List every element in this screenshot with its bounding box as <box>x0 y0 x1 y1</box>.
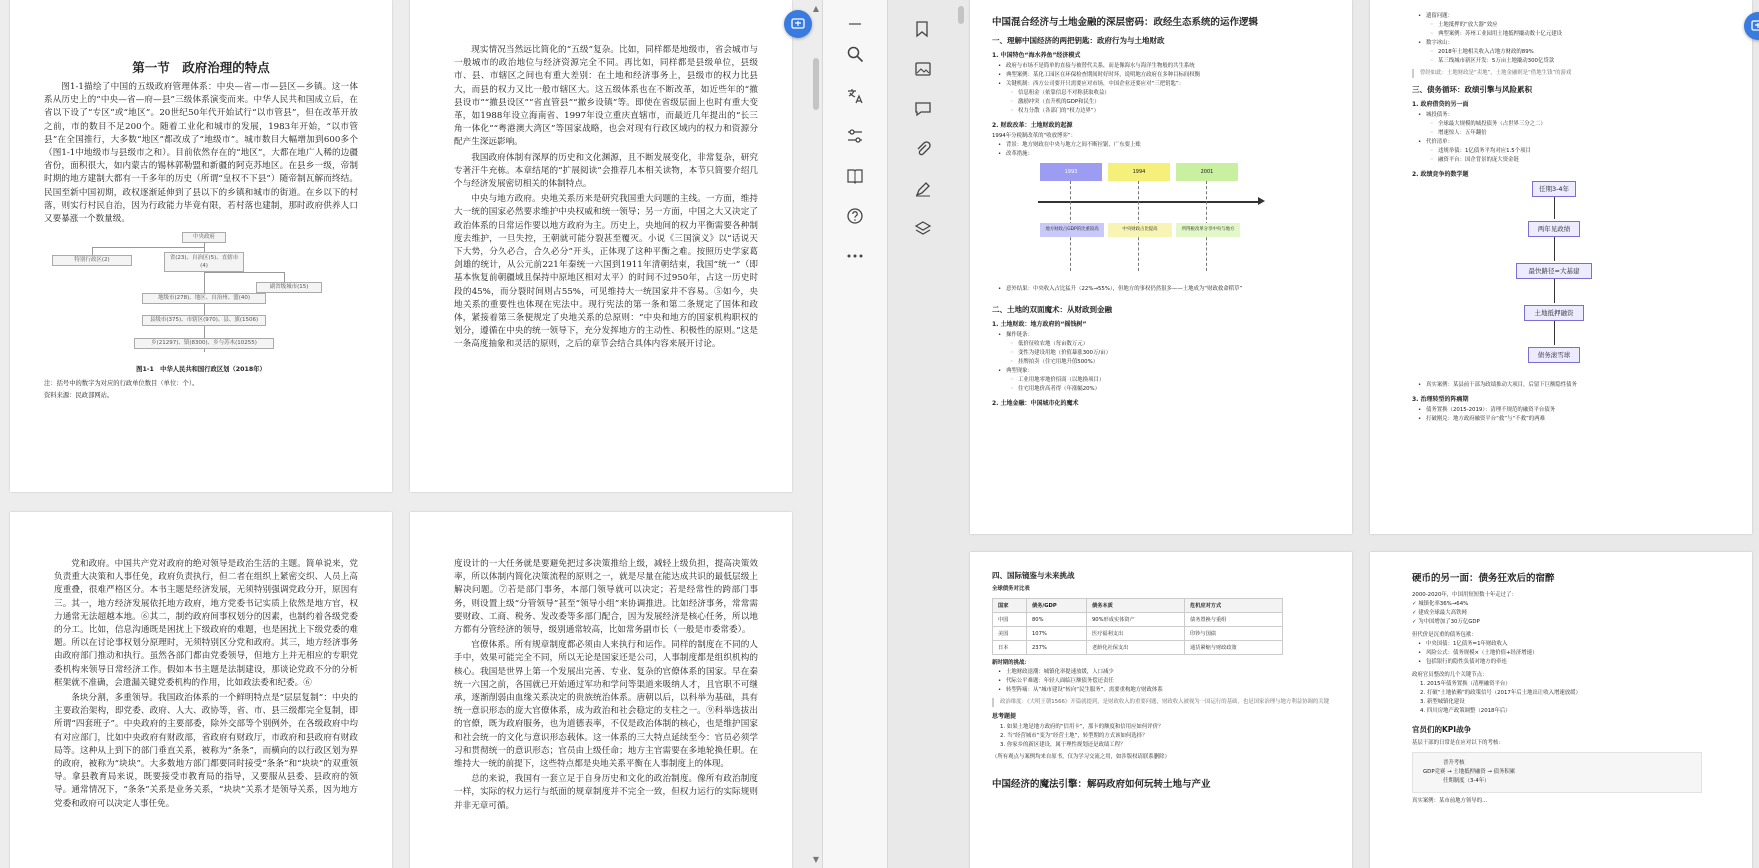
blockquote: 政治维度：《大明王朝1566》开篇就提到，是财政收入的重要问题，财政收入被视为一国运行的基础，也是国家治理与地方利益协调的关键 <box>992 698 1336 707</box>
kpi-code-block <box>1412 752 1702 793</box>
section-heading: 二、土地的双面魔术：从财政到金融 <box>992 305 1112 314</box>
org-box-sar: 特别行政区(2) <box>52 255 132 266</box>
list-item: • 打破刚兑：地方政府融资平台“救”与“不救”的两难 <box>1412 415 1736 424</box>
paragraph: 真实案例：某市前地方领导的... <box>1412 798 1488 804</box>
list-item: 3. 新型城镇化建设 <box>1420 699 1465 705</box>
paragraph: 现实情况当然远比简化的“五级”复杂。比如，同样都是地级市，省会城市与一般城市的政治地位与经济资源完全不同。再比如，同样都是县级单位，县级市、县、市辖区之间也有重大差别：在土地和经济事务上，县级市的权力比县大，而县的权力又比一般市辖区大。这五级体系也在不断改革，如近些年的“撤县设市”“撤县设区”“省直管县”“撤乡设镇”等。即使在省级层面上也时有重大变革，如1988年设立海南省、1997年设立重庆直辖市，而最近几年提出的“长三角一体化”“粤港澳大湾区”等国家战略，也会对现有行政区域内的权力和资源分配产生深远影响。 <box>454 45 758 148</box>
list-item: • 转型阵痛：从“城市建设”转向“民生服务”，需要重构地方财政体系 <box>992 686 1336 695</box>
minimize-icon[interactable] <box>843 12 867 36</box>
scroll-up-arrow[interactable]: ▲ <box>812 4 820 13</box>
list-item: • 城投债务： <box>1412 111 1736 120</box>
paragraph: 但代价是沉重的债务包袱： <box>1412 632 1477 638</box>
subsection-heading: 2. 政绩竞争的数学题 <box>1412 171 1469 178</box>
table-cell: 中国 <box>993 613 1027 627</box>
figure-note: 注：括号中的数字为对应的行政单位数目（单位：个）。 <box>44 380 199 388</box>
list-item: ◦ 违规举债：1亿债务平均对应1.5个项目 <box>1412 147 1736 156</box>
left-scrollbar[interactable] <box>810 0 822 868</box>
image-icon[interactable] <box>914 60 932 82</box>
list-item: • 意外结果：中央收入占比猛升（22%→55%），但地方的事权仍然很多——土地成为“财政救命稻草” <box>992 285 1336 294</box>
list-item: • 包括银行的隐性负债对地方的牵连 <box>1412 658 1736 667</box>
help-icon[interactable] <box>843 204 867 228</box>
table-cell: 医疗福利支出 <box>1087 627 1185 641</box>
paragraph: 1994年分税制改革的“收放博弈”： <box>992 133 1076 139</box>
read-mode-icon[interactable] <box>843 164 867 188</box>
paragraph: 官僚体系。所有规章制度都必须由人来执行和运作。同样的制度在不同的人手中，效果可能完全不同，所以无论是国家还是公司，人事制度都是组织机构的核心。我国是世界上第一个发展出完善、专业、复杂的官僚体系的国家。早在秦统一六国之前，各国就已开始通过军功和学问等渠道来吸纳人才，且官职不可继承，逐渐削弱由血缘关系决定的贵族统治体系。唐朝以后，以科举为基础，具有统一意识形态的庞大官僚体系，成为政治和社会稳定的支柱之一。⑨科举选拔出的官僚，既为政府服务，也为道德表率，不仅是政治体制的核心，也是维护国家和社会统一的文化与意识形态载体。这一体系的三大特点延续至今：官员必须学习和贯彻统一的意识形态；官员由上级任命；地方主官需要在多地轮换任职。在维持大一统的前提下，这些特点都是央地关系平衡在人事制度上的体现。 <box>454 640 758 770</box>
table-row <box>993 627 1283 641</box>
table-header: 危机应对方式 <box>1185 599 1283 613</box>
list-item: • 典型案例：某化工园区在环保检查期间时好时坏，说明地方政府在多种目标间权衡 <box>992 71 1336 80</box>
list-item: ◦ 融资平台：国企背景的庞大资金链 <box>1412 156 1736 165</box>
figure-caption: 图1-1 中华人民共和国行政区划（2018年） <box>136 366 266 374</box>
list-item: ◦ 全球最大规模的城投债务（占世界三分之二） <box>1412 120 1736 129</box>
figure-source: 资料来源：民政部网站。 <box>44 392 114 400</box>
org-connector <box>92 247 204 248</box>
paragraph: 基层干部的日常是在应对以下的考核： <box>1412 740 1504 746</box>
list-item: • 背景：地方财政在中央与地方之间不断拉锯，广东要上账 <box>992 141 1336 150</box>
flow-arrow <box>1554 197 1555 219</box>
layers-icon[interactable] <box>914 220 932 242</box>
timeline-year-1993: 1993 <box>1040 163 1102 181</box>
section-heading: 三、债务循环：政绩引擎与风险累积 <box>1412 85 1532 94</box>
table-cell: 90%形成实体资产 <box>1087 613 1185 627</box>
org-box-sub-provincial-city: 副省级城市(15) <box>256 282 322 293</box>
org-connector <box>204 272 284 273</box>
paragraph: 新时期的挑战： <box>992 660 1030 666</box>
flow-step: 任期3-4年 <box>1532 181 1576 197</box>
scroll-thumb[interactable] <box>813 58 819 110</box>
table-row <box>993 641 1283 655</box>
footnote: （所有观点与案例均来自原书，仅为学习交流之用，如涉版权请联系删除） <box>992 754 1170 760</box>
list-item: • 土地财政退潮：城镇化率提速放缓，人口减少 <box>992 668 1336 677</box>
vertical-toolbar <box>822 0 888 868</box>
right-scrollbar-1[interactable] <box>956 0 966 868</box>
paragraph: 中央与地方政府。央地关系历来是研究我国重大问题的主线。一方面，维持大一统的国家必然要求维护中央权威和统一领导；另一方面，中国之大又决定了政治体系的日常运作要以地方政府为主。历史上，央地间的权力平衡需要各种制度去维护，一旦失控，王朝就可能分裂甚至覆灭。小说《三国演义》以“话说天下大势，分久必合，合久必分”开头，正体现了这种平衡之难。按照历史学家葛剑雄的统计，从公元前221年秦统一六国到1911年清朝结束，我国“统一”（即基本恢复前朝疆域且保持中原地区相对太平）的时间不过950年，占这一历史时段的45%，而分裂时间则占55%，可见维持大一统国家并不容易。⑤如今，央地关系的重要性也体现在宪法中。现行宪法的第一条和第二条规定了国体和政体，紧接着第三条便规定了央地关系的总原则：“中央和地方的国家机构职权的划分，遵循在中央的统一领导下，充分发挥地方的主动性、积极性的原则。”这是一条高度抽象和灵活的原则，之后的章节会结合具体内容来展开讨论。 <box>454 194 758 350</box>
list-item: ◦ 信息租金（依靠信息不对称获取收益） <box>992 89 1336 98</box>
checklist-item: ✓ 为中国增加了30万亿GDP <box>1412 619 1480 625</box>
next-doc-title: 中国经济的魔法引擎：解码政府如何玩转土地与产业 <box>992 779 1211 790</box>
translate-icon[interactable] <box>843 84 867 108</box>
paragraph: 度设计的一大任务就是要避免把过多决策推给上级，减轻上级负担，提高决策效率，所以体制内简化决策流程的原则之一，就是尽量在能达成共识的最低层级上解决问题。⑦若是部门事务，本部门领导就可以决定；若是经常性的跨部门事务，则设置上级“分管领导”甚至“领导小组”来协调推进。比如经济事务，常常需要财政、工商、税务、发改委等多部门配合，因为发展经济是核心任务，所以地方都有分管经济的领导，级别通常较高，比如常务副市长（一般是市委常委）。 <box>454 559 758 636</box>
list-item: • 典型现象： <box>992 367 1336 376</box>
paragraph: 党和政府。中国共产党对政府的绝对领导是政治生活的主题。简单说来，党负责重大决策和人事任免，政府负责执行，但二者在组织上紧密交织、人员上高度重叠，很难严格区分。本书主题是经济发展，无须特别强调党政分开，原因有三。其一，地方经济发展依托地方政府，地方党委书记实质上依然是地方官，权力通常无法超越本地。⑥其二，制约政府间事权划分的因素，也制约着各级党委的分工。比如，信息沟通既是困扰上下级政府的难题，也是困扰上下级党委的难题。所以在讨论事权划分原理时，无须特别区分党和政府。其三，地方经济事务由政府部门推动和执行。虽然各部门都由党委领导，但地方上并无相应的专职党委机构来领导日常经济工作。假如本书主题是法制建设，那谈论党政不分的分析框架就不准确，会遗漏关键党委机构的作用，比如政法委和纪委。⑥ <box>54 559 358 688</box>
book-page-3 <box>10 512 392 868</box>
org-box-central: 中央政府 <box>182 232 226 243</box>
list-item: • 关键机制：西方公司要开只需要应对市场，中国企业还要应对“三把钥匙”： <box>992 80 1336 89</box>
list-item: ◦ 土地抵押的“放大器”效应 <box>1412 21 1736 30</box>
flow-step: 两年见政绩 <box>1528 221 1580 237</box>
list-item: • 中央国债：1亿债务=1年财政收入 <box>1412 640 1736 649</box>
notes-page-2 <box>1370 0 1752 534</box>
table-header: 债务/GDP <box>1027 599 1087 613</box>
table-cell: 美国 <box>993 627 1027 641</box>
settings-sliders-icon[interactable] <box>843 124 867 148</box>
section-heading: 官员们的KPI战争 <box>1412 725 1472 734</box>
org-connector <box>284 272 285 282</box>
list-item: • 代价清单： <box>1412 138 1736 147</box>
subsection-heading: 2. 土地金融：中国城市化的魔术 <box>992 400 1079 407</box>
org-connector <box>92 247 93 255</box>
list-item: • 操作链条： <box>992 331 1336 340</box>
code-line: GDP竞赛 → 土地抵押融资 → 债务积累 <box>1423 769 1516 775</box>
list-item: • 改革措施： <box>992 150 1336 159</box>
list-item: ◦ 2018年土地相关收入占地方财政的89% <box>1412 48 1736 57</box>
table-cell: 237% <box>1027 641 1087 655</box>
book-page-2 <box>410 0 792 492</box>
list-item: ◦ 工业用地零地价招商（以地换项目） <box>992 376 1336 385</box>
scroll-down-arrow[interactable]: ▼ <box>812 855 820 864</box>
flow-step: 最快路径=大基建 <box>1516 263 1592 279</box>
blockquote: 曾经如此：土地财政是“卖地”，土地金融则是“借地生钱”的游戏 <box>1412 69 1736 78</box>
list-item: 2. 打破“土地依赖”的政策信号（2017年后土地出让收入增速放缓） <box>1420 690 1581 696</box>
org-box-prefecture: 地级市(278)、地区、自治州、盟(40) <box>142 293 266 304</box>
org-chart-figure <box>44 230 358 362</box>
org-box-township: 乡(21297)、镇(8300)、乡与苏木(10255) <box>134 338 274 349</box>
org-box-county: 县级市(375)、市辖区(970)、县、旗(1506) <box>142 315 266 326</box>
timeline-label: 地方财政占GDP的比重较高 <box>1040 223 1104 237</box>
table-cell: 债务置换与重组 <box>1185 613 1283 627</box>
list-item: 3. 你家乡的新区建设，属于理性规划还是政绩工程？ <box>1000 742 1126 748</box>
list-item: ◦ 住宅用地价高者得（年涨幅20%） <box>992 385 1336 394</box>
list-item: • 真实案例：某县前干部为政绩推动大项目，后留下巨额隐性债务 <box>1412 381 1736 390</box>
list-item: • 遗留问题： <box>1412 12 1736 21</box>
list-item: ◦ 某三线城市新区开发：5万亩土地撬动300亿贷款 <box>1412 57 1736 66</box>
table-header: 国家 <box>993 599 1027 613</box>
flow-step: 土地抵押融资 <box>1524 305 1584 321</box>
flow-step: 债务滚雪球 <box>1528 347 1580 363</box>
list-item: ◦ 激励冲突（直升机的GDP和民生） <box>992 98 1336 107</box>
paragraph: 图1-1描绘了中国的五级政府管理体系：中央—省—市—县区—乡镇。这一体系从历史上的“中央—省—府—县”三级体系演变而来。中华人民共和国成立后，在省以下设了“专区”或“地区”。20世纪50年代开始试行“以市管县”，但在改革开放之前，市的数目不足200个。随着工业化和城市的发展，1983年开始，“以市管县”在全国推行，大多数“地区”都改成了“地级市”。城市数目大幅增加到600多个（图1-1中地级市与县级市之和）。目前依然存在的“地区”，大都在地广人稀的边疆省份，面积很大，如内蒙古的锡林郭勒盟和新疆的阿克苏地区。在县乡一级，帝制时期的地方建制大都有一千多年的历史（所谓“皇权不下县”）随帝制瓦解而终结。民国至新中国初期，政权逐渐延伸到了县以下的乡镇和城市的街道。在乡以下的村落，则实行村民自治，因为行政能力毕竟有限，若村落也建制，那时政府供养人口又要暴涨一个数量级。 <box>44 82 358 225</box>
timeline-year-2001: 2001 <box>1176 163 1238 181</box>
code-line: 任期制度（3-4年） <box>1443 778 1490 784</box>
subsection-heading: 1. 政府借贷的另一面 <box>1412 101 1469 108</box>
more-icon[interactable] <box>843 244 867 268</box>
right-document-pane[interactable] <box>888 0 1759 868</box>
doc-title: 中国混合经济与土地金融的深层密码：政经生态系统的运作逻辑 <box>992 17 1259 28</box>
scroll-thumb[interactable] <box>958 6 964 24</box>
debt-comparison-table <box>992 598 1283 655</box>
notes-page-3 <box>970 552 1352 868</box>
paragraph: 条块分割，多重领导。我国政治体系的一个鲜明特点是“层层复制”：中央的主要政治架构，即党委、政府、人大、政协等，省、市、县三级都完全复制，即所谓“四套班子”。中央政府的主要部委，除外交部等个别例外，在各级政府中均有对应部门，比如中央政府有财政部，省政府有财政厅，市政府和县政府有财政局等。这种从上到下的部门垂直关系，被称为“条条”，而横向的以行政区划为界的政府，被称为“块块”。大多数地方部门都要同时接受“条条”和“块块”的双重领导。拿县教育局来说，既要接受市教育局的指导，又要服从县委、县政府的领导。通常情况下，“条条”关系是业务关系，“块块”关系才是领导关系，因为地方党委和政府可以决定人事任免。 <box>54 693 358 809</box>
list-item: • 政府与市场不是简单的直接与被替代关系，而是像海水与海洋生物般的共生系统 <box>992 62 1336 71</box>
table-cell: 日本 <box>993 641 1027 655</box>
list-item: 1. 如果土地是地方政府的“信用卡”，那卡的额度和信用应如何评价？ <box>1000 724 1164 730</box>
table-cell: 通货紧缩与财政政策 <box>1185 641 1283 655</box>
list-item: ◦ 典型案例：苏州工业园用土地抵押撬动数十亿元建设 <box>1412 30 1736 39</box>
attachment-icon[interactable] <box>914 140 932 162</box>
notes-page-1 <box>970 0 1352 534</box>
timeline-diagram <box>992 163 1336 281</box>
translate-float-icon[interactable] <box>784 10 812 38</box>
list-item: • 风险公式：债务规模×（土地价值+经济增速） <box>1412 649 1736 658</box>
paragraph: 政府官员整改的几个关键节点： <box>1412 672 1488 678</box>
timeline-year-1994: 1994 <box>1108 163 1170 181</box>
annotation-toolbar <box>908 16 938 256</box>
paragraph: 2000-2020年，中国用短短数十年走过了： <box>1412 592 1517 598</box>
book-page-1 <box>10 0 392 492</box>
subsection-heading: 1. 土地财政：地方政府的“摇钱树” <box>992 321 1087 328</box>
paragraph: 全球债务对比表 <box>992 586 1030 592</box>
table-cell: 107% <box>1027 627 1087 641</box>
timeline-axis <box>1038 201 1260 203</box>
book-page-4 <box>410 512 792 868</box>
table-cell: 80% <box>1027 613 1087 627</box>
flowchart <box>1412 181 1736 377</box>
left-document-pane[interactable] <box>0 0 822 868</box>
subsection-heading: 思考题提 <box>992 713 1017 720</box>
pen-icon[interactable] <box>914 180 932 202</box>
doc-title: 硬币的另一面：债务狂欢后的宿醉 <box>1412 573 1555 584</box>
table-cell: 印钞与国债 <box>1185 627 1283 641</box>
table-row <box>993 613 1283 627</box>
table-header: 债务本质 <box>1087 599 1185 613</box>
table-header-row <box>993 599 1283 613</box>
subsection-heading: 2. 财政改革：土地财政的起源 <box>992 122 1073 129</box>
list-item: • 债务置换（2015-2019）：清理不规范的融资平台债务 <box>1412 406 1736 415</box>
section-heading: 一、理解中国经济的两把钥匙：政府行为与土地财政 <box>992 36 1165 45</box>
list-item: ◦ 变性为建设用地（价值暴涨300万/亩） <box>992 349 1336 358</box>
subsection-heading: 3. 治理转型的阵痛期 <box>1412 396 1469 403</box>
timeline-label: 所得税改革分享中央与地方 <box>1176 223 1240 237</box>
code-line: 晋升考核 <box>1443 760 1465 766</box>
list-item: 4. 四川房地产政策调整（2018年后） <box>1420 708 1511 714</box>
timeline-label: 中央财政占比提高 <box>1108 223 1172 237</box>
list-item: 1. 2015年债务置换（清理融资平台） <box>1420 681 1511 687</box>
flow-arrow <box>1554 321 1555 345</box>
section-title: 第一节 政府治理的特点 <box>132 60 270 75</box>
list-item: ◦ 低价征收农地（每亩数万元） <box>992 340 1336 349</box>
list-item: • 代际公平难题：年轻人面临巨额债务偿还责任 <box>992 677 1336 686</box>
paragraph: 我国政府体制有深厚的历史和文化渊源，且不断发展变化，非常复杂，研究专著汗牛充栋。本章结尾的“扩展阅读”会推荐几本相关读物，本节只简要介绍几个与经济发展密切相关的体制特点。 <box>454 152 758 190</box>
flow-arrow <box>1554 279 1555 303</box>
search-icon[interactable] <box>843 42 867 66</box>
list-item: • 数字冰山： <box>1412 39 1736 48</box>
list-item: ◦ 权力分散（各部门的“权力边界”） <box>992 107 1336 116</box>
list-item: ◦ 挂牌拍卖（住宅用地升值500%） <box>992 358 1336 367</box>
list-item: 2. 当“经营城市”变为“经营土地”，转型期的方式该如何选择？ <box>1000 733 1148 739</box>
comment-icon[interactable] <box>914 100 932 122</box>
flow-arrow <box>1554 237 1555 261</box>
section-heading: 四、国际镜鉴与未来挑战 <box>992 571 1075 580</box>
bookmark-icon[interactable] <box>914 20 930 42</box>
list-item: ◦ 增速惊人：五年翻倍 <box>1412 129 1736 138</box>
table-cell: 老龄化社保支出 <box>1087 641 1185 655</box>
paragraph: 总的来说，我国有一套立足于自身历史和文化的政治制度。像所有政治制度一样，实际的权力运行与纸面的规章制度并不完全一致，但权力运行的实际规则并非无章可循。 <box>454 774 758 811</box>
timeline-arrowhead-icon <box>1258 197 1265 205</box>
org-box-province: 省(23)、自治区(5)、直辖市(4) <box>164 252 244 272</box>
checklist-item: ✓ 建成全球最大高铁网 <box>1412 610 1467 616</box>
notes-page-4 <box>1370 552 1752 868</box>
subsection-heading: 1. 中国特色“海水养鱼”经济模式 <box>992 52 1081 59</box>
checklist-item: ✓ 城镇化率36%→64% <box>1412 601 1469 607</box>
